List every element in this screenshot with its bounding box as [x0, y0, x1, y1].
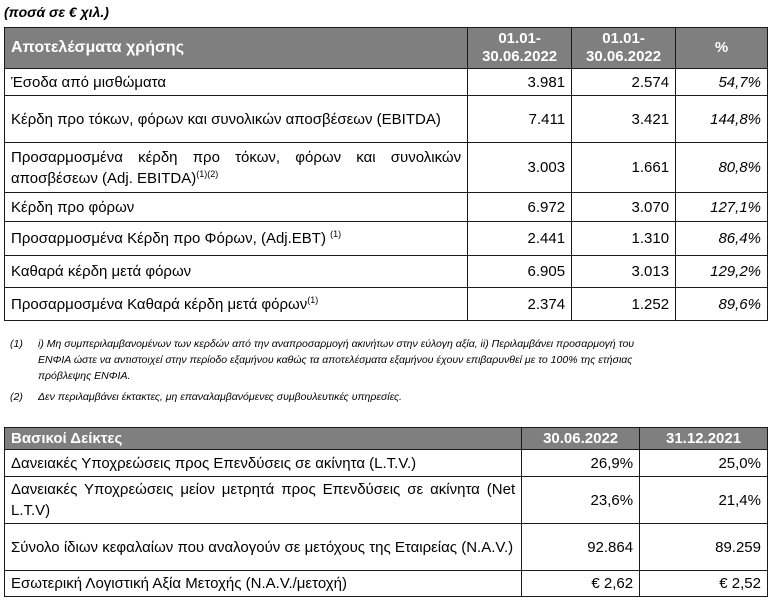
- row-value-1: 26,9%: [522, 450, 640, 477]
- row-value-1: € 2,62: [522, 571, 640, 597]
- row-pct: 80,8%: [676, 143, 768, 193]
- row-value-2: 25,0%: [640, 450, 768, 477]
- row-value-2: 3.013: [572, 256, 676, 288]
- table-row: [5, 288, 768, 321]
- results-header-row: [5, 28, 768, 69]
- footnote-1-text-b: ΕΝΦΙΑ ώστε να αντιστοιχεί στην περίοδο εξαμήνου καθώς τα αποτελέσματα εξαμήνου έχουν επιβαρυνθεί με το 100% της ετήσιας: [38, 354, 633, 366]
- row-pct: 86,4%: [676, 222, 768, 256]
- row-value-1: 2.374: [468, 288, 572, 321]
- footnote-2-number: (2): [10, 391, 23, 403]
- footnote-1-number: (1): [10, 338, 23, 350]
- row-label: Δανειακές Υποχρεώσεις προς Επενδύσεις σε ακίνητα (L.T.V.): [5, 450, 522, 477]
- row-pct: 129,2%: [676, 256, 768, 288]
- table-row: [5, 69, 768, 96]
- row-value-2: 1.252: [572, 288, 676, 321]
- row-value-1: 6.972: [468, 193, 572, 222]
- row-value-1: 3.003: [468, 143, 572, 193]
- results-table: [4, 27, 768, 321]
- footnote-1-text-c: πρόβλεψης ΕΝΦΙΑ.: [38, 370, 131, 382]
- table-row: [5, 256, 768, 288]
- footnote-1: [10, 336, 760, 384]
- table-row: [5, 571, 768, 597]
- indicators-table: [4, 427, 768, 597]
- footnote-1-text-a: i) Μη συμπεριλαμβανομένων των κερδών από την αναπροσαρμογή ακινήτων στην εύλογη αξία, ii) Περιλαμβάνει προσαρμογή του: [38, 338, 635, 350]
- row-value-2: 1.310: [572, 222, 676, 256]
- row-label: Κέρδη προ τόκων, φόρων και συνολικών αποσβέσεων (EBITDA): [5, 96, 468, 143]
- row-value-1: 3.981: [468, 69, 572, 96]
- row-value-2: 3.421: [572, 96, 676, 143]
- row-label: Κέρδη προ φόρων: [5, 193, 468, 222]
- row-value-1: 7.411: [468, 96, 572, 143]
- row-value-2: 21,4%: [640, 477, 768, 524]
- row-label: Σύνολο ίδιων κεφαλαίων που αναλογούν σε μετόχους της Εταιρείας (N.A.V.): [5, 524, 522, 571]
- table-row: [5, 193, 768, 222]
- row-label: Καθαρά κέρδη μετά φόρων: [5, 256, 468, 288]
- row-value-2: 89.259: [640, 524, 768, 571]
- row-value-2: 1.661: [572, 143, 676, 193]
- results-header-label: Αποτελέσματα χρήσης: [5, 28, 468, 69]
- table-row: [5, 524, 768, 571]
- row-value-1: 6.905: [468, 256, 572, 288]
- row-value-1: 92.864: [522, 524, 640, 571]
- table-row: [5, 477, 768, 524]
- row-label: Προσαρμοσμένα Κέρδη προ Φόρων, (Adj.EBT) $^{(1)}$: [5, 222, 468, 256]
- footnote-2-text: Δεν περιλαμβάνει έκτακτες, μη επαναλαμβανόμενες συμβουλευτικές υπηρεσίες.: [38, 391, 402, 403]
- row-pct: 127,1%: [676, 193, 768, 222]
- row-pct: 89,6%: [676, 288, 768, 321]
- row-label: Προσαρμοσμένα Καθαρά κέρδη μετά φόρων$^{(1)}$: [5, 288, 468, 321]
- row-label: Δανειακές Υποχρεώσεις μείον μετρητά προς Επενδύσεις σε ακίνητα (Net L.T.V): [5, 477, 522, 524]
- row-value-2: € 2,52: [640, 571, 768, 597]
- row-label: Έσοδα από μισθώματα: [5, 69, 468, 96]
- indicators-header-label: Βασικοί Δείκτες: [5, 428, 522, 450]
- table-row: [5, 450, 768, 477]
- row-pct: 144,8%: [676, 96, 768, 143]
- results-header-period-1: 01.01- 30.06.2022: [468, 28, 572, 69]
- results-header-pct: %: [676, 28, 768, 69]
- results-header-period-2: 01.01- 30.06.2022: [572, 28, 676, 69]
- table-row: [5, 222, 768, 256]
- table-row: [5, 143, 768, 193]
- row-value-2: 2.574: [572, 69, 676, 96]
- footnote-marker: (1): [330, 229, 342, 239]
- footnote-2: [10, 389, 402, 405]
- row-value-2: 3.070: [572, 193, 676, 222]
- table-row: [5, 96, 768, 143]
- row-label: Προσαρμοσμένα κέρδη προ τόκων, φόρων και συνολικών αποσβέσεων (Adj. EBITDA)$^{(1)(2)}$: [5, 143, 468, 193]
- row-value-1: 2.441: [468, 222, 572, 256]
- footnote-marker: (1): [307, 294, 319, 305]
- footnote-marker: (1)(2): [196, 168, 219, 179]
- row-pct: 54,7%: [676, 69, 768, 96]
- row-label: Εσωτερική Λογιστική Αξία Μετοχής (N.A.V./μετοχή): [5, 571, 522, 597]
- indicators-header-date-1: 30.06.2022: [522, 428, 640, 450]
- indicators-header-row: [5, 428, 768, 450]
- indicators-header-date-2: 31.12.2021: [640, 428, 768, 450]
- row-value-1: 23,6%: [522, 477, 640, 524]
- amounts-caption: (ποσά σε € χιλ.): [4, 4, 109, 20]
